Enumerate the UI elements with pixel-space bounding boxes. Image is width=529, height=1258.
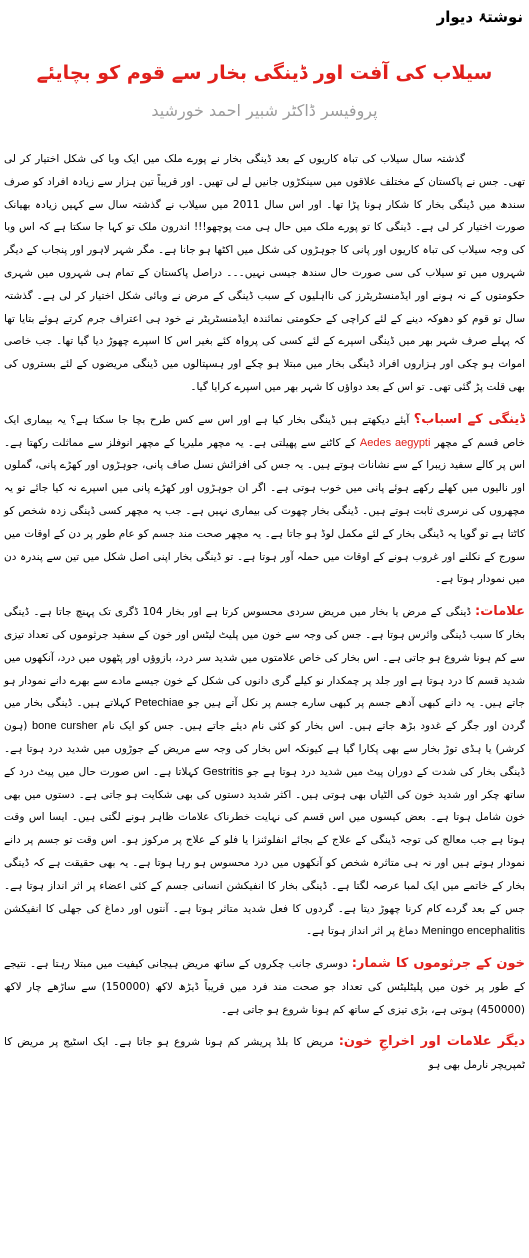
gestritis-term: Gestritis (202, 765, 244, 778)
article-title: سیلاب کی آفت اور ڈینگی بخار سے قوم کو بچایئے (36, 62, 493, 84)
bone-cursher-term: bone cursher (32, 720, 98, 733)
symptoms-text-3: (ہون کرشر) یا ہڈی توڑ بخار سے بھی پکارا گیا ہے کیونکہ اس بخار کی وجہ سے مریض کے جوڑوں میں شدید درد ہوتا ہے۔ ڈینگی بخار کی شدت کے دوران پیٹ میں شدید درد ہوتا ہے جو (4, 720, 526, 778)
other-symptoms-paragraph (4, 1031, 525, 1077)
causes-text-2: کے کاٹنے سے پھیلتی ہے۔ یہ مچھر ملیریا کے مچھر انوفلز سے مماثلت رکھتا ہے۔ اس پر کالے سفید زیبرا کے سے نشانات ہوتے ہیں۔ یہ جس کی افزائش نسل صاف پانی، جوہڑوں اور کھڑے پانی، گملوں اور نالیوں میں کھلے رکھے ہوئے پانی میں خوب ہوتی ہے۔ اگر ان جوہڑوں اور کھڑے پانی میں اسپرے نہ کیا جائے تو یہ مچھروں کی نرسری ثابت ہوتے ہیں۔ ڈینگی بخار چھوت کی بیماری نہیں ہے۔ جب یہ مچھر کسی ڈینگی زدہ شخص کو کاٹتا ہے تو گویا یہ ڈینگی بخار کے لئے مکمل لوڈ ہو جاتا ہے۔ یہ مچھر صحت مند جسم کو عام طور پر دن کے اوقات میں سورج کے نکلنے اور غروب ہونے کے اوقات میں حملہ آور ہوتا ہے۔ تو ڈینگی بخار اپنی اصل شکل میں تین سے پندرہ دن میں نمودار ہوتا ہے۔ (4, 436, 525, 586)
petechiae-term: Petechiae (134, 697, 184, 710)
symptoms-heading: علامات: (475, 604, 525, 620)
platelets-text: دوسری جانب چکروں کے ساتھ مریض ہیجانی کیفیت میں مبتلا رہتا ہے۔ نتیجے کے طور پر خون میں پلیٹلیٹس کی تعداد جو صحت مند فرد میں قریباً ڈیڑھ لاکھ (150000) سے ساڑھے چار لاکھ (450000) ہوتی ہے، بڑی تیزی کے ساتھ کم ہونا شروع ہو جاتی ہے۔ (4, 958, 525, 1016)
causes-paragraph (4, 409, 525, 591)
causes-heading: ڈینگی کے اسباب؟ (413, 411, 526, 427)
other-symptoms-heading: دیگر علامات اور اخراجِ خون: (338, 1034, 525, 1050)
species-name: Aedes aegypti (359, 436, 431, 449)
symptoms-text-5: دماغ پر اثر انداز ہوتا ہے۔ (306, 925, 419, 938)
author-byline: پروفیسر ڈاکٹر شبیر احمد خورشید (151, 101, 378, 120)
column-name: نوشتۂ دیوار (436, 8, 523, 26)
platelets-heading: خون کے جرثوموں کا شمار: (351, 956, 526, 972)
platelets-paragraph (4, 953, 525, 1021)
symptoms-text-4: کہلاتا ہے۔ اس صورت حال میں پیٹ درد کے ساتھ چکر اور شدید خون کی الٹیاں بھی ہوتی ہیں۔ اکثر شدید دستوں کی بھی شکایت ہو جاتی ہے۔ دستوں میں بھی خون شامل ہوتا ہے۔ بعض کیسوں میں اس قسم کی نہایت خطرناک علامات ظاہر ہونے لگتی ہیں۔ ایسا اس وقت ہوتا ہے جب معالج کی توجہ ڈینگی کے علاج کے بجائے انفلوئنزا یا فلو کے علاج پر مرکوز ہو۔ اس وقت تو جسم پر دانے نمودار ہوتے ہیں اور نہ ہی متاثرہ شخص کو آنکھوں میں درد محسوس ہو رہا ہوتا ہے۔ یہ بھی حقیقت ہے کہ ڈینگی بخار کے خاتمے میں ایک لمبا عرصہ لگتا ہے۔ ڈینگی بخار کا انفیکشن انسانی جسم کے کئی اعضاء پر اثر انداز ہوتا ہے۔ جس کے بعد گردے کام کرنا چھوڑ دیتا ہے۔ گردوں کا فعل شدید متاثر ہوتا ہے۔ آنتوں اور دماغ کی جھلی کا انفیکشن (4, 765, 525, 915)
meningo-term: Meningo encephalitis (421, 925, 525, 938)
symptoms-text-2: کہلاتے ہیں۔ ڈینگی بخار میں گردن اور جگر کے غدود بڑھ جاتے ہیں۔ اس بخار کو کئی نام دیئے جاتے ہیں۔ جس کو ایک نام (4, 697, 525, 733)
symptoms-paragraph (4, 601, 525, 943)
intro-paragraph: گذشتہ سال سیلاب کی تباہ کاریوں کے بعد ڈینگی بخار نے پورے ملک میں ایک وبا کی شکل اختیار کر لی تھی۔ جس نے پاکستان کے مختلف علاقوں میں سینکڑوں جانیں لے لی تھیں۔ اور قریباً تین ہزار سے زیادہ افراد کو صرف سندھ میں ڈینگی بخار کا شکار ہونا پڑا تھا۔ اور اس سال 2011 میں سیلاب نے گذشتہ سال سے کہیں زیادہ بھیانک صورت اختیار کر لی ہے۔ ڈینگی کا تو پورے ملک میں حال ہی مت پوچھو!!! اندرون ملک تو کہا جا سکتا ہے کہ اس وبا کی وجہ سیلاب کی تباہ کاریوں اور پانی کا جوہڑوں کی شکل میں اکٹھا ہو جانا ہے۔ مگر شہر لاہور اور پنجاب کے دیگر شہروں میں تو سیلاب کی سی صورت حال سندھ جیسی نہیں۔۔۔ دراصل پاکستان کے تمام ہی شہروں میں شہری حکومتوں کے نہ ہونے اور ایڈمنسٹریٹرز کی نااہلیوں کے سبب ڈینگی کے مرض نے وبائی شکل اختیار کر لی ہے۔ گذشتہ سال تو قوم کو دھوکہ دینے کے لئے کراچی کے حکومتی نمائندہ ایڈمنسٹریٹر نے خود ہی اعتراف جرم کرتے ہوئے بتایا تھا کہ پہلے صرف شہر بھر میں ڈینگی اسپرے کے لئے کسی کی پرواہ کئے بغیر اس کا اسپرے چھوڑ دیا گیا تھا۔ جب خاصی اموات ہو چکی اور ہزاروں افراد ڈینگی بخار میں مبتلا ہو چکے اور ہسپتالوں میں ڈینگی مریضوں کے لئے بستروں کی بھی قلت پڑ گئی تھی۔ تو اس کے بعد دواؤں کا شہر بھر میں اسپرے کرایا گیا۔ (4, 153, 525, 393)
causes-text-1: آیئے دیکھتے ہیں ڈینگی بخار کیا ہے اور اس سے کس طرح بچا جا سکتا ہے؟ یہ بیماری ایک خاص قسم کے مچھر (4, 413, 525, 449)
other-symptoms-text: مریض کا بلڈ پریشر کم ہونا شروع ہو جاتا ہے۔ ایک اسٹیج پر مریض کا ٹمپریچر نارمل بھی ہو (4, 1036, 525, 1072)
symptoms-text-1: ڈینگی کے مرض یا بخار میں مریض سردی محسوس کرتا ہے اور بخار 104 ڈگری تک پہنچ جاتا ہے۔ ڈینگی بخار کا سبب ڈینگی وائرس ہوتا ہے۔ جس کی وجہ سے خون میں پلیٹ لیٹس اور خون کے سفید جرثوموں کی تعداد تیزی سے کم ہونا شروع ہو جاتی ہے۔ اس بخار کی خاص علامتوں میں شدید سر درد، بازوؤں اور پٹھوں میں درد، آنکھوں میں شدید قسم کا درد ہوتا ہے اور جلد پر چمکدار نو کیلے گری دانوں کی شکل کے خون جیسے مادے سے بھرے دانے نمودار ہو جاتے ہیں۔ یہ دانے کبھی آدھے جسم پر کبھی سارے جسم پر نکل آتے ہیں جو (4, 606, 526, 710)
article-body (4, 148, 525, 1087)
